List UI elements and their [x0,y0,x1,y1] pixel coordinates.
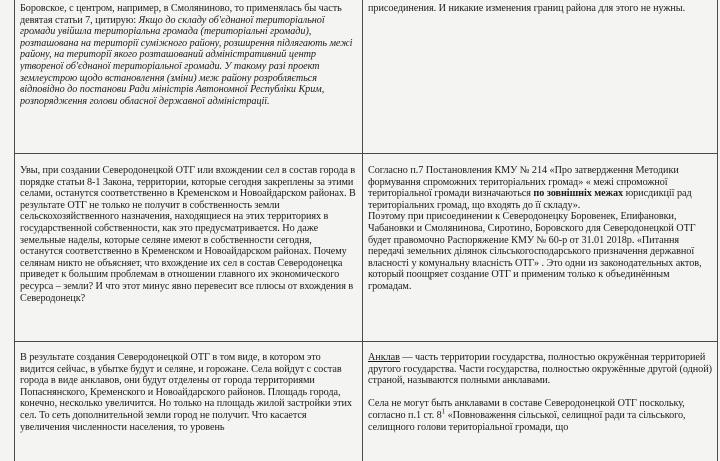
row2-right-bold: по зовнішніх межах [533,188,624,200]
row3-right-term: Анклав [368,352,400,363]
row2-right-text-1: Согласно п.7 Постановления КМУ № 214 «Про затвердження Методики формування спроможних територіальних громад» « межі спроможної територіальної громади визначаються [368,165,679,200]
row2-right-text-2: юрисдикції рад територіальних громад, що входять до її складу». [368,188,692,211]
cell-row3-right [368,352,712,461]
cell-row1-left [20,3,356,151]
cell-row3-left [20,352,356,461]
table-border-middle [362,0,363,461]
row2-left-text: Увы, при создании Северодонецкой ОТГ или вхождении сел в состав города в порядке статьи 8-1 Закона, территории, которые сегодня закреплены за этими селами, останутся соответственно в Кременском и Новоайдарском районах. В результате ОТГ не только не получит в собственность земли сельскохозяйственного назначения, находящиеся на этих территориях в государственной собственности, как это предусматривается. Но даже земельные наделы, которые селяне имеют в собственности сегодня, останутся соответственно в Кременском и Новоайдарском районах. Почему селянам никто не объясняет, что вхождение их сел в состав Северодонецка приведет к большим проблемам в отношении главного их экономического ресурса – земли? И что этот минус явно перевесит все плюсы от вхождения в Северодонецк? [20,165,356,304]
row-divider-1 [14,153,718,154]
row3-right-superscript: 1 [441,407,446,416]
row2-right-text-3: Поэтому при присоединении к Северодонецку Боровенек, Епифановки, Чабановки и Смолянинова, Сиротино, Боровского для Северодонецкой ОТГ будет правомочно Распоряжение КМУ № 60-р от 31.01 2018р. «Питання передачі земельних ділянок сільськогосподарського призначення державної власності у комунальну власність ОТГ» . Это одни из законодательных актов, который поощряет создание ОТГ и применим только к объединённым громадам. [368,211,702,292]
row1-left-text: Боровское, с центром, например, в Смоляниново, то применялась бы часть девятая статьи 7, цитирую: [20,3,342,26]
cell-row2-right [368,165,712,339]
row3-right-definition: — часть территории государства, полностью окружённая территорией другого государства. Части государства, полностью окружённые другой (одной) страной, называются полными анклавами. [368,352,712,387]
row-divider-2 [14,341,718,342]
row3-left-text: В результате создания Северодонецкой ОТГ в том виде, в котором это видится сейчас, в убытке будут и селяне, и горожане. Села войдут с состав города в виде анклавов, они будут отделены от города территориями Попаснянского, Кременского и Новоайдарского районов. Площадь города, конечно, несколько увеличится. Но только на площадь жилой застройки этих сел. То сеть дополнительной земли город не получит. Что касается увеличения численности населения, то уровень [20,352,352,433]
row3-right-text-3: «Повноваження сільської, селищної ради та сільського, селищного голови територіальної громади, що [368,409,686,433]
table-border-left [14,0,15,461]
cell-row2-left [20,165,356,339]
row1-left-quote: Якщо до складу об'єднаної територіальної громади увійшла територіальна громада (територіальні громади), розташована на території суміжного району, розширення підлягають межі району, на території якого розташований адміністративний центр утвореної об'єднаної територіальної громади. У такому разі проект землеустрою щодо встановлення (зміни) меж району розробляється відповідно до постанови Ради міністрів Автономної Республіки Крим, розпорядження голови обласної державної адміністрації. [20,14,353,107]
cell-row1-right [368,3,712,151]
table-border-right [717,0,718,461]
row3-right-text-2: Села не могут быть анклавами в составе Северодонецкой ОТГ поскольку, согласно п.1 ст. 8 [368,398,685,421]
row1-right-text: присоединения. И никакие изменения границ района для этого не нужны. [368,3,686,14]
